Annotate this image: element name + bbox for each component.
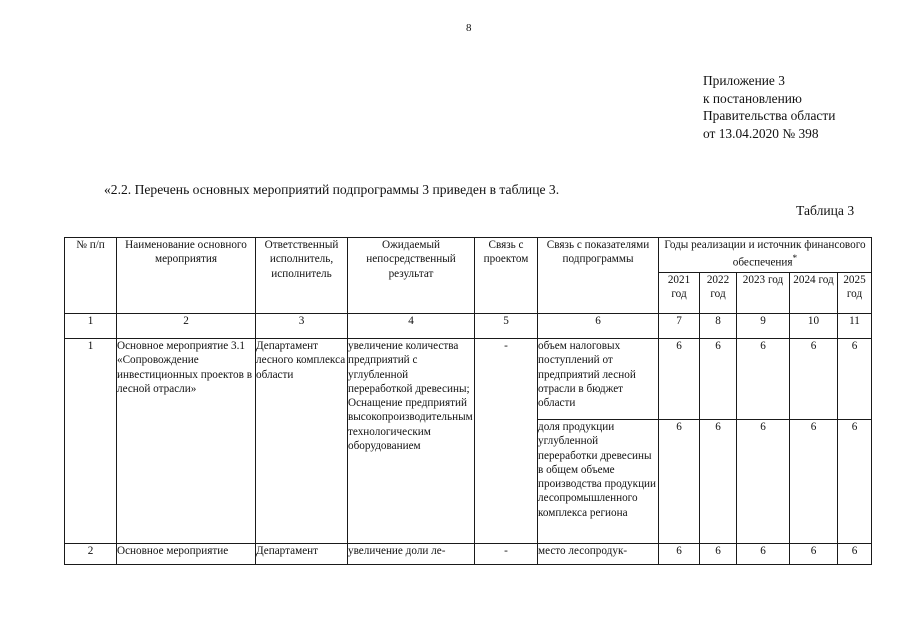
header-row [65,238,872,273]
approval-line: Приложение 3 [703,73,785,88]
column-number: 10 [790,314,838,339]
column-number: 2 [117,314,256,339]
header-project: Связь с проектом [475,238,538,314]
year-value: 6 [838,420,872,544]
header-executor: Ответственный исполнитель, исполнитель [256,238,348,314]
year-value: 6 [838,339,872,420]
approval-line: Правительства области [703,108,836,123]
years-group-text: Годы реализации и источник финансового обеспечения [664,239,866,270]
header-name: Наименование основного мероприятия [117,238,256,314]
header-years-group [659,238,872,273]
measure-name: Основное мероприятие [117,544,256,565]
project-link: - [475,544,538,565]
column-number: 4 [348,314,475,339]
header-year: 2022 год [700,273,737,314]
year-value: 6 [838,544,872,565]
approval-block [703,72,835,142]
approval-line: от 13.04.2020 № 398 [703,125,819,141]
table-row [65,544,872,565]
expected-result: увеличение количества предприятий с углубленной переработкой древесины; Оснащение предприятий высокопроизводительным технологическим оборудованием [348,339,475,544]
measure-name: Основное мероприятие 3.1 «Сопровождение инвестиционных проектов в лесной отрасли» [117,339,256,544]
measures-table [64,237,872,565]
column-number: 7 [659,314,700,339]
indicator: объем налоговых поступлений от предприятий лесной отрасли в бюджет области [538,339,659,420]
project-link: - [475,339,538,544]
column-number: 8 [700,314,737,339]
page-number: 8 [466,22,472,34]
table-row [65,339,872,420]
year-value: 6 [659,420,700,544]
table-caption: Таблица 3 [796,203,855,218]
year-value: 6 [700,544,737,565]
executor: Департамент лесного комплекса области [256,339,348,544]
indicator: доля продукции углубленной переработки древесины в общем объеме производства продукции лесопромышленного комплекса региона [538,420,659,544]
footnote-mark: * [792,254,798,265]
approval-line: к постановлению [703,90,802,106]
indicator: место лесопродук- [538,544,659,565]
column-number: 5 [475,314,538,339]
year-value: 6 [659,544,700,565]
header-indicators: Связь с показателями подпрограммы [538,238,659,314]
row-num: 1 [65,339,117,544]
column-number: 3 [256,314,348,339]
column-number-row [65,314,872,339]
executor: Департамент [256,544,348,565]
column-number: 9 [737,314,790,339]
year-value: 6 [737,420,790,544]
intro-text: «2.2. Перечень основных мероприятий подпрограммы 3 приведен в таблице 3. [104,182,560,197]
header-year: 2023 год [737,273,790,314]
year-value: 6 [700,420,737,544]
column-number: 1 [65,314,117,339]
header-year: 2021 год [659,273,700,314]
year-value: 6 [790,420,838,544]
year-value: 6 [790,544,838,565]
year-value: 6 [659,339,700,420]
year-value: 6 [790,339,838,420]
column-number: 6 [538,314,659,339]
header-result: Ожидаемый непосредственный результат [348,238,475,314]
header-num: № п/п [65,238,117,314]
year-value: 6 [737,339,790,420]
year-value: 6 [737,544,790,565]
header-year: 2025 год [838,273,872,314]
row-num: 2 [65,544,117,565]
year-value: 6 [700,339,737,420]
expected-result: увеличение доли ле- [348,544,475,565]
header-year: 2024 год [790,273,838,314]
column-number: 11 [838,314,872,339]
